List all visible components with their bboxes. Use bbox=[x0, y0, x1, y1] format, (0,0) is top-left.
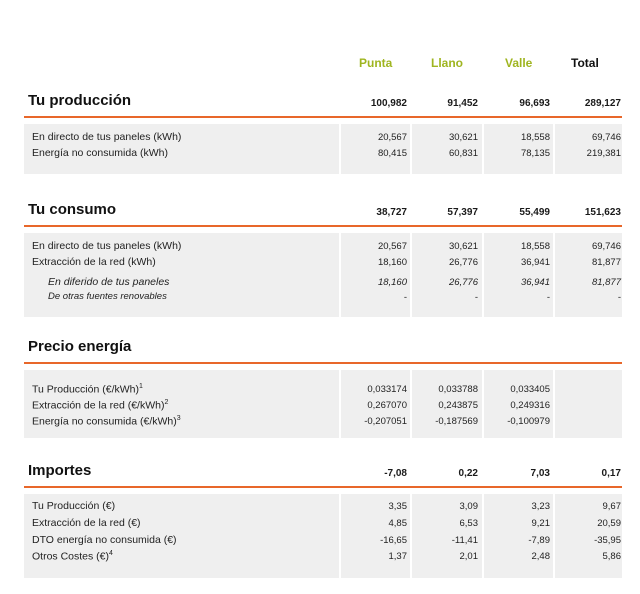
table-row bbox=[24, 276, 622, 291]
table-row bbox=[24, 415, 622, 430]
row-label: Extracción de la red (kWh) bbox=[32, 256, 156, 268]
amounts-title: Importes bbox=[28, 462, 92, 479]
column-header-llano: Llano bbox=[431, 56, 463, 70]
price-title: Precio energía bbox=[28, 338, 132, 355]
cell-llano: 0,033788 bbox=[438, 384, 478, 395]
cell-punta: -16,65 bbox=[380, 535, 407, 546]
table-row bbox=[24, 291, 622, 306]
cell-valle: 78,135 bbox=[520, 148, 550, 159]
cell-llano: -0,187569 bbox=[435, 416, 478, 427]
row-label: Energía no consumida (€/kWh)$^3$ bbox=[32, 415, 181, 428]
consumption-total-llano: 57,397 bbox=[447, 207, 478, 218]
cell-punta: 18,160 bbox=[377, 257, 407, 268]
consumption-total-total: 151,623 bbox=[584, 207, 621, 218]
cell-total: -35,95 bbox=[594, 535, 621, 546]
production-total-total: 289,127 bbox=[584, 98, 621, 109]
cell-valle: 36,941 bbox=[520, 257, 550, 268]
cell-total: - bbox=[617, 292, 621, 303]
cell-llano: 30,621 bbox=[448, 132, 478, 143]
cell-total: 81,877 bbox=[591, 257, 621, 268]
amounts-total-llano: 0,22 bbox=[458, 468, 478, 479]
cell-valle: -7,89 bbox=[528, 535, 550, 546]
table-row bbox=[24, 399, 622, 414]
cell-llano: 26,776 bbox=[448, 257, 478, 268]
price-header bbox=[24, 338, 622, 364]
table-row bbox=[24, 147, 622, 162]
row-label: En diferido de tus paneles bbox=[48, 276, 170, 288]
cell-total: 9,67 bbox=[602, 501, 621, 512]
cell-valle: 2,48 bbox=[531, 551, 550, 562]
amounts-total-valle: 7,03 bbox=[530, 468, 550, 479]
row-label: Tu Producción (€/kWh)$^1$ bbox=[32, 383, 143, 396]
amounts-rows bbox=[24, 494, 622, 578]
consumption-total-valle: 55,499 bbox=[519, 207, 550, 218]
consumption-section bbox=[24, 201, 622, 317]
cell-punta: 0,267070 bbox=[367, 400, 407, 411]
cell-llano: 60,831 bbox=[448, 148, 478, 159]
cell-total: 219,381 bbox=[586, 148, 621, 159]
table-row bbox=[24, 131, 622, 146]
cell-llano: 2,01 bbox=[459, 551, 478, 562]
row-label: Energía no consumida (kWh) bbox=[32, 147, 168, 159]
amounts-total-punta: -7,08 bbox=[384, 468, 407, 479]
price-rows bbox=[24, 370, 622, 438]
column-header-valle: Valle bbox=[505, 56, 533, 70]
production-title: Tu producción bbox=[28, 92, 132, 109]
table-row bbox=[24, 534, 622, 549]
cell-valle: 3,23 bbox=[531, 501, 550, 512]
table-row bbox=[24, 383, 622, 398]
production-section bbox=[24, 92, 622, 174]
consumption-header bbox=[24, 201, 622, 227]
production-total-llano: 91,452 bbox=[447, 98, 478, 109]
cell-total: 69,746 bbox=[591, 132, 621, 143]
consumption-rows bbox=[24, 233, 622, 317]
cell-valle: 18,558 bbox=[520, 241, 550, 252]
consumption-total-punta: 38,727 bbox=[376, 207, 407, 218]
cell-valle: 9,21 bbox=[531, 518, 550, 529]
cell-punta: 0,033174 bbox=[367, 384, 407, 395]
cell-llano: 30,621 bbox=[448, 241, 478, 252]
table-row bbox=[24, 256, 622, 271]
cell-valle: - bbox=[546, 292, 550, 303]
cell-punta: 18,160 bbox=[377, 277, 407, 288]
table-row bbox=[24, 550, 622, 565]
cell-llano: 26,776 bbox=[448, 277, 478, 288]
cell-llano: 0,243875 bbox=[438, 400, 478, 411]
cell-valle: 0,033405 bbox=[510, 384, 550, 395]
cell-total: 20,59 bbox=[597, 518, 621, 529]
column-header-punta: Punta bbox=[359, 56, 393, 70]
table-row bbox=[24, 240, 622, 255]
table-row bbox=[24, 500, 622, 515]
amounts-section bbox=[24, 462, 622, 578]
cell-punta: 4,85 bbox=[388, 518, 407, 529]
row-label: Otros Costes (€)$^4$ bbox=[32, 550, 113, 563]
row-label: En directo de tus paneles (kWh) bbox=[32, 240, 182, 252]
cell-valle: 18,558 bbox=[520, 132, 550, 143]
cell-punta: 20,567 bbox=[377, 241, 407, 252]
cell-llano: -11,41 bbox=[451, 535, 478, 546]
amounts-header bbox=[24, 462, 622, 488]
cell-llano: - bbox=[474, 292, 478, 303]
price-section bbox=[24, 338, 622, 438]
cell-punta: -0,207051 bbox=[364, 416, 407, 427]
production-total-punta: 100,982 bbox=[370, 98, 407, 109]
row-label: Extracción de la red (€) bbox=[32, 517, 141, 529]
row-label: DTO energía no consumida (€) bbox=[32, 534, 177, 546]
cell-total: 69,746 bbox=[591, 241, 621, 252]
cell-total: 81,877 bbox=[591, 277, 621, 288]
cell-valle: -0,100979 bbox=[507, 416, 550, 427]
row-label: De otras fuentes renovables bbox=[48, 291, 167, 302]
cell-punta: - bbox=[403, 292, 407, 303]
cell-valle: 0,249316 bbox=[510, 400, 550, 411]
cell-valle: 36,941 bbox=[520, 277, 550, 288]
row-label: Tu Producción (€) bbox=[32, 500, 116, 512]
cell-punta: 20,567 bbox=[377, 132, 407, 143]
row-label: En directo de tus paneles (kWh) bbox=[32, 131, 182, 143]
amounts-total-total: 0,17 bbox=[601, 468, 621, 479]
row-label: Extracción de la red (€/kWh)$^2$ bbox=[32, 399, 169, 412]
column-header-total: Total bbox=[571, 56, 599, 70]
cell-punta: 1,37 bbox=[388, 551, 407, 562]
cell-punta: 3,35 bbox=[388, 501, 407, 512]
cell-punta: 80,415 bbox=[377, 148, 407, 159]
consumption-title: Tu consumo bbox=[28, 201, 117, 218]
table-row bbox=[24, 517, 622, 532]
production-header bbox=[24, 92, 622, 118]
cell-llano: 6,53 bbox=[459, 518, 478, 529]
cell-total: 5,86 bbox=[602, 551, 621, 562]
cell-llano: 3,09 bbox=[459, 501, 478, 512]
production-total-valle: 96,693 bbox=[519, 98, 550, 109]
production-rows bbox=[24, 124, 622, 174]
